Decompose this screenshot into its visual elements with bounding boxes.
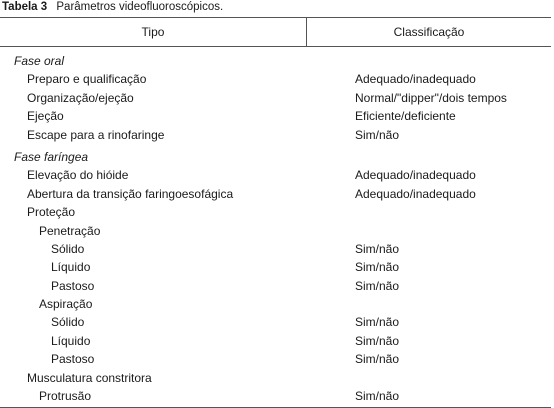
column-header-tipo: Tipo [141,25,165,39]
tipo-cell: Líquido [51,260,91,275]
tipo-cell: Escape para a rinofaringe [27,127,165,142]
tipo-cell: Proteção [27,205,76,220]
table-row [0,166,551,184]
tipo-cell: Sólido [51,315,85,330]
classificacao-cell: Adequado/inadequado [355,168,476,183]
classificacao-cell: Eficiente/deficiente [355,109,456,124]
tipo-cell: Organização/ejeção [27,90,134,105]
table-body [0,47,551,408]
classificacao-cell: Sim/não [355,389,400,404]
table-row [0,126,551,144]
section-title: Fase oral [14,54,65,68]
classificacao-cell: Sim/não [355,333,400,348]
tipo-cell: Musculatura constritora [27,370,152,385]
classificacao-cell: Sim/não [355,127,400,142]
tipo-cell: Aspiração [39,297,93,312]
tipo-cell: Elevação do hióide [27,168,129,183]
table-row [0,332,551,350]
table-row [0,258,551,276]
section-row [0,52,551,70]
classificacao-cell: Adequado/inadequado [355,186,476,201]
tipo-cell: Líquido [51,333,91,348]
table-row [0,240,551,258]
table-row [0,222,551,240]
tipo-cell: Protrusão [39,389,92,404]
section-row [0,148,551,166]
table-row [0,107,551,125]
table-row [0,203,551,221]
table-header-row [0,17,551,47]
table-row [0,185,551,203]
column-header-classificacao: Classificação [393,25,465,39]
table-row [0,89,551,107]
tipo-cell: Pastoso [51,352,95,367]
table-row [0,313,551,331]
tipo-cell: Sólido [51,241,85,256]
table-title: Parâmetros videofluoroscópicos. [56,1,224,13]
table-row [0,277,551,295]
table-row [0,369,551,387]
tipo-cell: Preparo e qualificação [27,72,147,87]
classificacao-cell: Sim/não [355,315,400,330]
classificacao-cell: Adequado/inadequado [355,72,476,87]
tipo-cell: Abertura da transição faringoesofágica [27,186,234,201]
tipo-cell: Ejeção [27,109,64,124]
classificacao-cell: Sim/não [355,260,400,275]
classificacao-cell: Sim/não [355,241,400,256]
table-row [0,70,551,88]
table-row [0,295,551,313]
parameters-table [0,17,551,408]
tipo-cell: Penetração [39,223,101,238]
classificacao-cell: Sim/não [355,278,400,293]
table-caption [2,0,223,14]
table-row [0,387,551,405]
classificacao-cell: Sim/não [355,352,400,367]
tipo-cell: Pastoso [51,278,95,293]
table-row [0,350,551,368]
section-title: Fase faríngea [14,149,89,164]
table-number: Tabela 3 [2,1,48,13]
classificacao-cell: Normal/"dipper"/dois tempos [355,90,507,105]
